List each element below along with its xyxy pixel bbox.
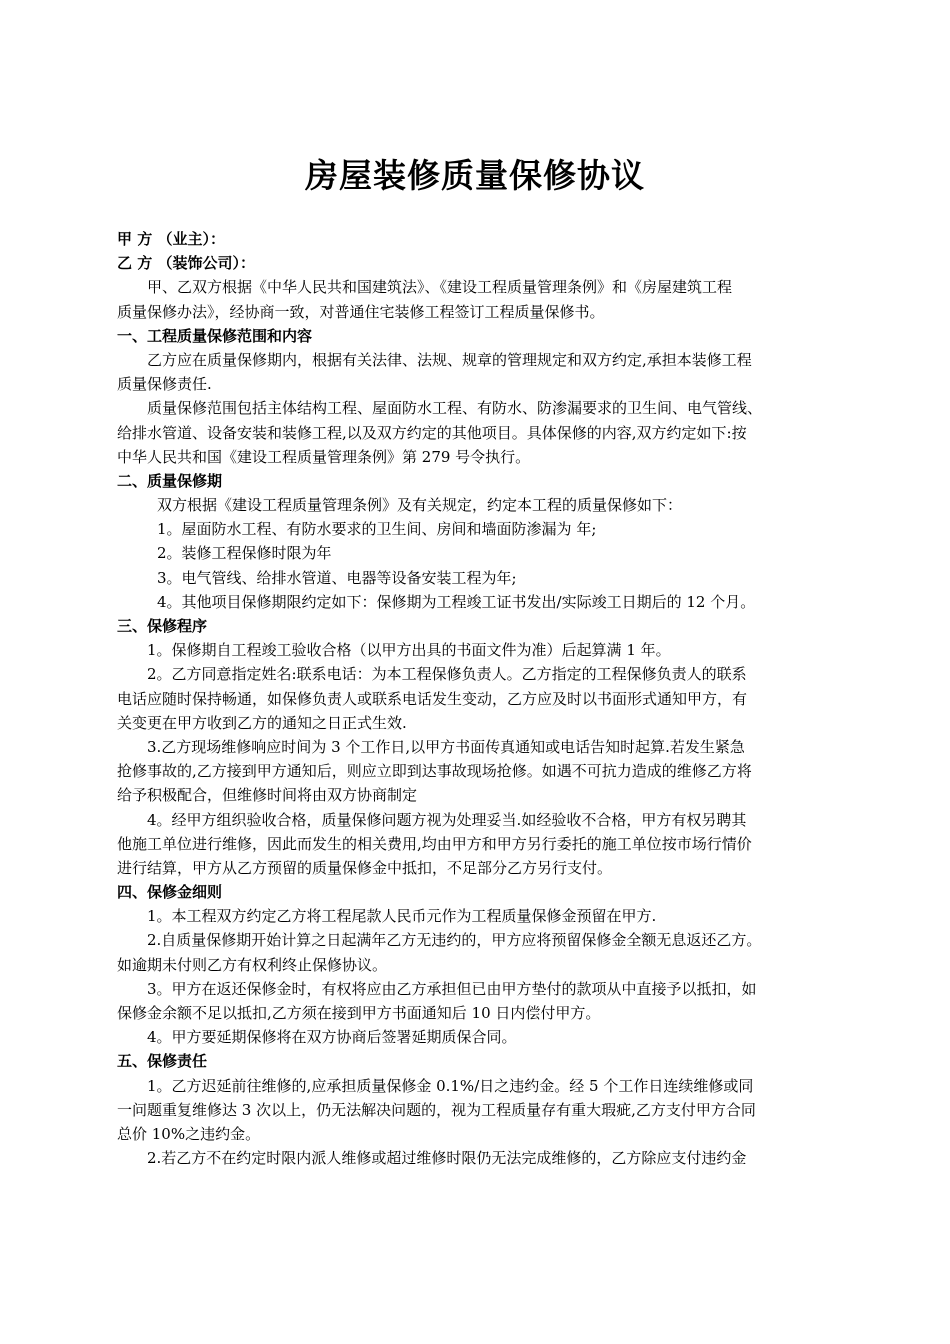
text-line: 2。装修工程保修时限为年 [157,544,332,563]
text-line: 保修金余额不足以抵扣,乙方须在接到甲方书面通知后 10 日内偿付甲方。 [117,1004,601,1022]
text-line: 2。乙方同意指定姓名:联系电话：为本工程保修负责人。乙方指定的工程保修负责人的联系 [147,665,747,684]
text-line: 1。本工程双方约定乙方将工程尾款人民币元作为工程质量保修金预留在甲方. [147,907,657,926]
text-line: 4。经甲方组织验收合格，质量保修问题方视为处理妥当.如经验收不合格，甲方有权另聘其 [147,810,747,829]
document-title: 房屋装修质量保修协议 [305,156,645,195]
text-line: 1。屋面防水工程、有防水要求的卫生间、房间和墙面防渗漏为 年; [157,520,597,539]
section-heading: 二、质量保修期 [117,471,223,490]
section-heading: 四、保修金细则 [117,883,223,902]
document-body [117,227,837,1170]
text-line: 2.自质量保修期开始计算之日起满年乙方无违约的，甲方应将预留保修金全额无息返还乙方。 [147,931,762,950]
text-line: 2.若乙方不在约定时限内派人维修或超过维修时限仍无法完成维修的，乙方除应支付违约金 [147,1149,747,1168]
text-line: 一问题重复维修达 3 次以上，仍无法解决问题的，视为工程质量存有重大瑕疵,乙方支付甲方合同 [117,1100,756,1119]
text-line: 给排水管道、设备安装和装修工程,以及双方约定的其他项目。具体保修的内容,双方约定如下:按 [117,423,747,442]
section-heading: 三、保修程序 [117,617,208,635]
text-line: 乙方应在质量保修期内，根据有关法律、法规、规章的管理规定和双方约定,承担本装修工程 [147,350,752,369]
text-line: 电话应随时保持畅通，如保修负责人或联系电话发生变动，乙方应及时以书面形式通知甲方，有 [117,689,748,708]
text-line: 抢修事故的,乙方接到甲方通知后，则应立即到达事故现场抢修。如遇不可抗力造成的维修乙方将 [117,762,752,781]
text-line: 4。其他项目保修期限约定如下：保修期为工程竣工证书发出/实际竣工日期后的 12 个月。 [157,592,756,611]
text-line: 他施工单位进行维修，因此而发生的相关费用,均由甲方和甲方另行委托的施工单位按市场行情价 [117,834,752,853]
section-heading: 乙 方 （装饰公司）： [117,254,255,273]
text-line: 3。甲方在返还保修金时，有权将应由乙方承担但已由甲方垫付的款项从中直接予以抵扣，如 [147,979,757,998]
text-line: 总价 10%之违约金。 [117,1124,261,1143]
text-line: 1。乙方迟延前往维修的,应承担质量保修金 0.1%/日之违约金。经 5 个工作日连续维修或同 [147,1076,754,1095]
text-line: 质量保修责任. [117,375,212,394]
text-line: 关变更在甲方收到乙方的通知之日正式生效. [117,713,407,732]
text-line: 1。保修期自工程竣工验收合格（以甲方出具的书面文件为准）后起算满 1 年。 [147,641,671,660]
text-line: 质量保修范围包括主体结构工程、屋面防水工程、有防水、防渗漏要求的卫生间、电气管线、 [147,399,763,418]
section-heading: 一、工程质量保修范围和内容 [117,326,313,345]
text-line: 甲、乙双方根据《中华人民共和国建筑法》、《建设工程质量管理条例》和《房屋建筑工程 [147,278,733,297]
text-line: 3.乙方现场维修响应时间为 3 个工作日,以甲方书面传真通知或电话告知时起算.若发生紧急 [147,737,745,756]
text-line: 中华人民共和国《建设工程质量管理条例》第 279 号令执行。 [117,447,531,466]
text-line: 4。甲方要延期保修将在双方协商后签署延期质保合同。 [147,1028,517,1047]
text-line: 进行结算，甲方从乙方预留的质量保修金中抵扣，不足部分乙方另行支付。 [117,858,613,877]
text-line: 质量保修办法》，经协商一致，对普通住宅装修工程签订工程质量保修书。 [117,302,605,321]
section-heading: 甲 方 （业主）： [117,230,225,248]
text-line: 3。电气管线、给排水管道、电器等设备安装工程为年; [157,568,517,587]
text-line: 如逾期未付则乙方有权利终止保修协议。 [117,955,388,974]
text-line: 给予积极配合，但维修时间将由双方协商制定 [117,786,418,805]
text-line: 双方根据《建设工程质量管理条例》及有关规定，约定本工程的质量保修如下： [157,496,683,515]
section-heading: 五、保修责任 [117,1052,208,1071]
